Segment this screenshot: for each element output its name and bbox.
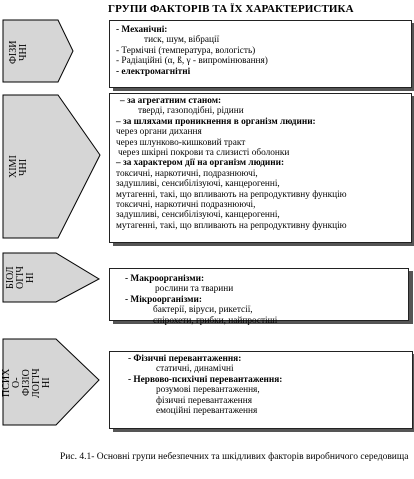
- factor-line: розумові перевантаження,: [156, 385, 260, 396]
- factor-line: рослини та тварини: [155, 284, 234, 295]
- factor-line: задушливі, сенсибілізуючі, канцерогенні,: [116, 210, 280, 221]
- group-label-biological: БІОЛ ОГІЧ НІ: [5, 266, 36, 290]
- factor-line: - Механічні:: [116, 25, 168, 35]
- factor-line: токсичні, наркотичні, подразнюючі,: [116, 168, 258, 179]
- diagram-title: ГРУПИ ФАКТОРІВ ТА ЇХ ХАРАКТЕРИСТИКА: [108, 3, 354, 15]
- factor-line: - електромагнітні: [116, 66, 191, 77]
- factor-line: бактерії, віруси, рикетсії,: [153, 305, 253, 316]
- factor-line: - Нервово-психічні перевантаження:: [128, 374, 283, 385]
- factor-line: мутагенні, такі, що впливають на репродуктивну функцію: [116, 220, 347, 231]
- factor-line: тверді, газоподібні, рідини: [138, 106, 244, 117]
- factor-line: спірохети, грибки, найпростіші: [153, 315, 278, 326]
- group-label-psychophysiological: ПСИХ О- ФІЗІО ЛОГІЧ НІ: [1, 368, 52, 398]
- factor-line: – за шляхами проникнення в організм людини:: [116, 116, 316, 127]
- group-label-chemical: ХІМІ ЧНІ: [8, 155, 29, 179]
- factor-line: тиск, шум, вібрації: [144, 35, 220, 46]
- factor-line: – за характером дії на організм людини:: [116, 158, 285, 169]
- group-label-physical: ФІЗИ ЧНІ: [8, 40, 29, 64]
- factor-line: емоційні перевантаження: [156, 406, 258, 417]
- panel-chemical: [109, 93, 412, 243]
- factor-line: мутагенні, такі, що впливають на репродуктивну функцію: [116, 189, 347, 200]
- factor-line: - Термічні (температура, вологість): [116, 45, 256, 56]
- factor-line: статичні, динамічні: [156, 364, 234, 375]
- factor-line: через органи дихання: [116, 127, 202, 138]
- factor-line: токсичні, наркотичні подразнюючі,: [116, 200, 256, 211]
- factor-line: задушливі, сенсибілізуючі, канцерогенні,: [116, 179, 280, 190]
- factor-line: через шкірні покрови та слизисті оболонки: [118, 148, 290, 159]
- panel-psychophysiological: [109, 351, 413, 429]
- factor-line: – за агрегатним станом:: [120, 96, 222, 106]
- factor-line: через шлунково-кишковий тракт: [116, 137, 246, 148]
- factor-line: фізичні перевантаження: [156, 395, 253, 406]
- factor-line: - Макроорганізми:: [125, 274, 205, 284]
- panel-biological: [109, 268, 409, 326]
- figure-caption: Рис. 4.1- Основні групи небезпечних та шкідливих факторів виробничого середовища: [60, 452, 409, 462]
- factor-line: - Мікроорганізми:: [125, 294, 202, 305]
- panel-physical: [109, 20, 412, 88]
- factor-line: - Радіаційні (α, ß, γ - випромінювання): [116, 56, 268, 67]
- factor-line: - Фізичні перевантаження:: [128, 354, 242, 364]
